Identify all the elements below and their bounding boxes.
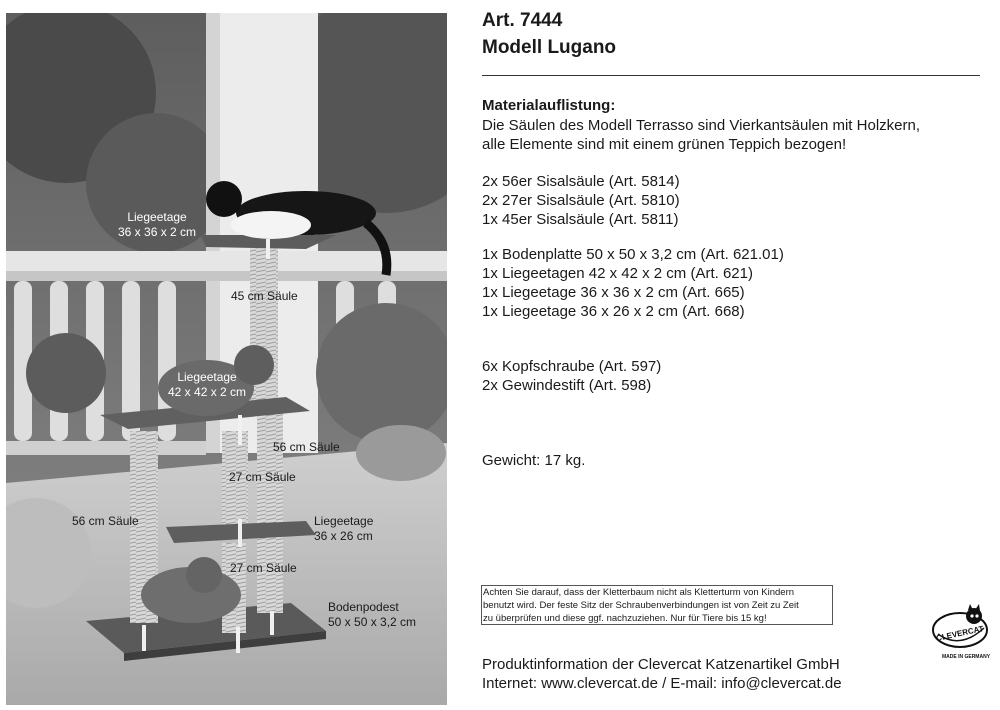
header-divider — [482, 75, 980, 76]
label-mid-platform-title: Liegeetage — [177, 370, 237, 384]
materials-heading: Materialauflistung: — [482, 97, 616, 114]
label-col-27-upper: 27 cm Säule — [229, 470, 296, 484]
list-item: 2x 56er Sisalsäule (Art. 5814) — [482, 173, 680, 190]
label-mid-platform-size: 42 x 42 x 2 cm — [168, 385, 247, 399]
description-line: Die Säulen des Modell Terrasso sind Vierkantsäulen mit Holzkern, — [482, 117, 920, 134]
svg-text:CLEVERCAT: CLEVERCAT — [935, 624, 985, 643]
article-number: Art. 7444 — [482, 10, 563, 31]
list-item: 1x Bodenplatte 50 x 50 x 3,2 cm (Art. 621.01) — [482, 246, 784, 263]
product-photo — [6, 13, 447, 705]
notice-line: Achten Sie darauf, dass der Kletterbaum nicht als Kletterturm von Kindern — [483, 587, 795, 598]
label-base-size: 50 x 50 x 3,2 cm — [328, 615, 417, 629]
list-item: 6x Kopfschraube (Art. 597) — [482, 358, 662, 375]
label-top-platform — [118, 210, 196, 240]
label-col-45: 45 cm Säule — [231, 289, 298, 303]
list-item: 2x Gewindestift (Art. 598) — [482, 377, 652, 394]
notice-line: benutzt wird. Der feste Sitz der Schraubenverbindungen ist von Zeit zu Zeit — [483, 600, 799, 611]
materials-description — [482, 116, 920, 154]
clevercat-logo — [930, 604, 994, 662]
list-item: 2x 27er Sisalsäule (Art. 5810) — [482, 192, 680, 209]
columns-list — [482, 172, 680, 229]
list-item: 1x Liegeetage 36 x 36 x 2 cm (Art. 665) — [482, 284, 745, 301]
label-col-56-left: 56 cm Säule — [72, 514, 139, 528]
label-low-platform — [314, 514, 373, 544]
label-top-platform-title: Liegeetage — [127, 210, 187, 224]
label-col-56-right: 56 cm Säule — [273, 440, 340, 454]
list-item: 1x Liegeetage 36 x 26 x 2 cm (Art. 668) — [482, 303, 745, 320]
footer-company: Produktinformation der Clevercat Katzenartikel GmbH — [482, 656, 840, 673]
list-item: 1x Liegeetagen 42 x 42 x 2 cm (Art. 621) — [482, 265, 753, 282]
platforms-list — [482, 245, 784, 321]
label-base-title: Bodenpodest — [328, 600, 399, 614]
screws-list — [482, 357, 661, 395]
label-base — [328, 600, 416, 630]
label-col-27-lower: 27 cm Säule — [230, 561, 297, 575]
label-low-platform-title: Liegeetage — [314, 514, 374, 528]
label-low-platform-size: 36 x 26 cm — [314, 529, 373, 543]
label-top-platform-size: 36 x 36 x 2 cm — [118, 225, 197, 239]
description-line: alle Elemente sind mit einem grünen Teppich bezogen! — [482, 136, 847, 153]
weight: Gewicht: 17 kg. — [482, 452, 586, 469]
safety-notice — [481, 585, 833, 625]
list-item: 1x 45er Sisalsäule (Art. 5811) — [482, 211, 679, 228]
notice-line: zu überprüfen und diese ggf. nachzuziehen. Nur für Tiere bis 15 kg! — [483, 613, 767, 624]
footer-contact: Internet: www.clevercat.de / E-mail: info@clevercat.de — [482, 675, 842, 692]
svg-text:MADE IN GERMANY: MADE IN GERMANY — [941, 654, 991, 660]
label-mid-platform — [168, 370, 246, 400]
model-name: Modell Lugano — [482, 37, 617, 58]
